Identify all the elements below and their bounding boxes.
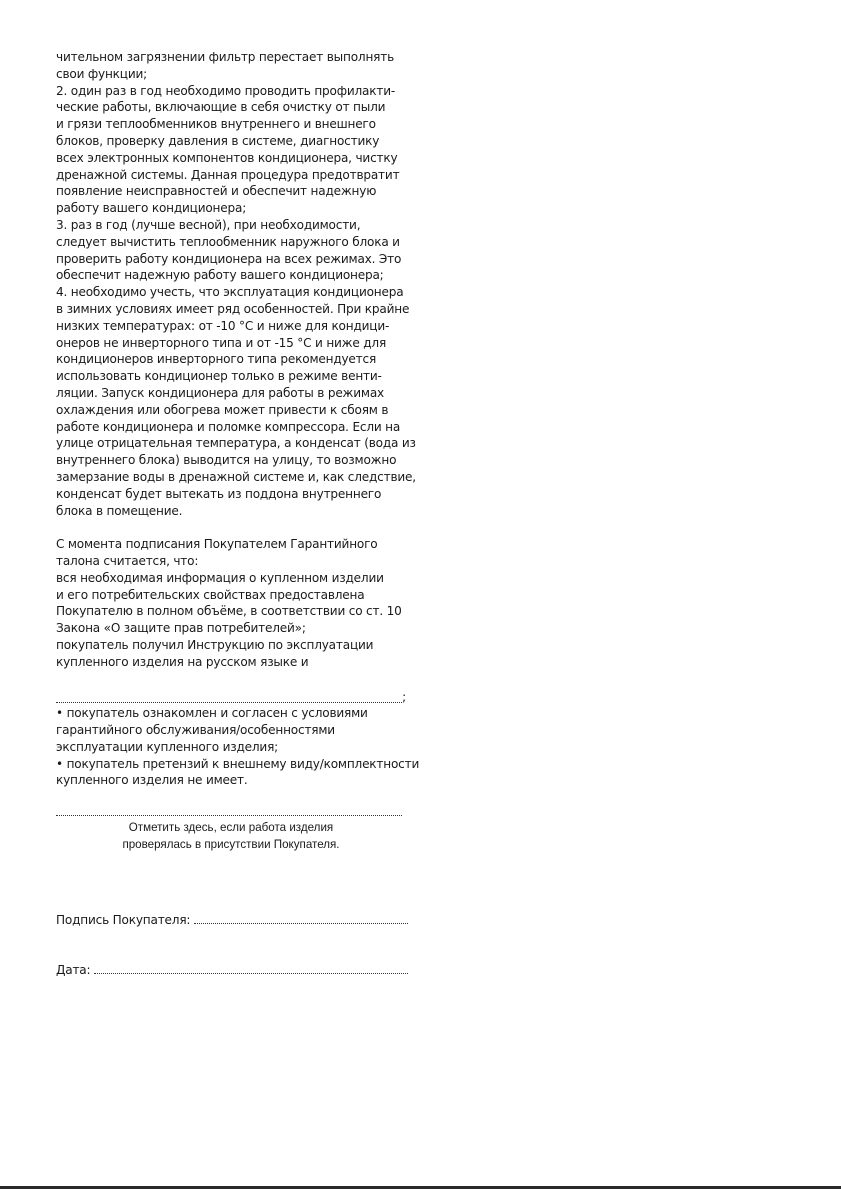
text-line: всех электронных компонентов кондиционера, чистку — [56, 150, 398, 165]
buyer-signature-field[interactable] — [56, 912, 408, 928]
text-line: низких температурах: от -10 °С и ниже для кондици- — [56, 318, 390, 333]
check-note-line: Отметить здесь, если работа изделия — [128, 821, 334, 834]
text-line: блока в помещение. — [56, 503, 183, 518]
text-line: работе кондиционера и поломке компрессора. Если на — [56, 419, 401, 434]
text-line: Закона «О защите прав потребителей»; — [56, 621, 306, 636]
text-line: покупатель получил Инструкцию по эксплуатации — [56, 637, 374, 652]
text-line: ческие работы, включающие в себя очистку от пыли — [56, 100, 386, 115]
text-line: 4. необходимо учесть, что эксплуатация кондиционера — [56, 285, 404, 300]
text-line: купленного изделия на русском языке и — [56, 654, 309, 669]
date-label: Дата: — [56, 963, 91, 977]
text-line: гарантийного обслуживания/особенностями — [56, 723, 335, 738]
text-line: в зимних условиях имеет ряд особенностей. При крайне — [56, 301, 410, 316]
text-line: Покупателю в полном объёме, в соответствии со ст. 10 — [56, 604, 402, 619]
text-line: работу вашего кондиционера; — [56, 201, 247, 216]
paragraph-spacer — [56, 519, 412, 536]
text-line: ляции. Запуск кондиционера для работы в режимах — [56, 385, 385, 400]
warranty-text-column — [56, 49, 420, 789]
acceptance-paragraph — [56, 536, 412, 670]
text-line: появление неисправностей и обеспечит надежную — [56, 184, 377, 199]
text-line: проверить работу кондиционера на всех режимах. Это — [56, 251, 402, 266]
check-mark-line[interactable] — [56, 815, 402, 816]
text-line: замерзание воды в дренажной системе и, как следствие, — [56, 469, 416, 484]
text-line: купленного изделия не имеет. — [56, 773, 248, 788]
text-line: блоков, проверку давления в системе, диагностику — [56, 133, 380, 148]
buyer-signature-label: Подпись Покупателя: — [56, 913, 191, 927]
text-line: внутреннего блока) выводится на улицу, то возможно — [56, 453, 397, 468]
text-line: улице отрицательная температура, а конденсат (вода из — [56, 436, 416, 451]
check-note-line: проверялась в присутствии Покупателя. — [122, 837, 340, 851]
check-note — [56, 820, 406, 853]
text-line: и его потребительских свойствах предоставлена — [56, 587, 365, 602]
text-line: обеспечит надежную работу вашего кондиционера; — [56, 268, 384, 283]
text-line: 3. раз в год (лучше весной), при необходимости, — [56, 217, 361, 232]
text-line: 2. один раз в год необходимо проводить профилакти- — [56, 83, 396, 98]
text-line: дренажной системы. Данная процедура предотвратит — [56, 167, 400, 182]
language-fill-line — [56, 689, 406, 703]
dotted-fill — [56, 692, 402, 703]
text-line: онеров не инверторного типа и от -15 °С и ниже для — [56, 335, 387, 350]
text-line: • покупатель ознакомлен и согласен с условиями — [56, 706, 368, 721]
dotted-line-terminator: ; — [402, 690, 406, 705]
text-line: С момента подписания Покупателем Гарантийного — [56, 537, 378, 552]
text-line: и грязи теплообменников внутреннего и внешнего — [56, 117, 376, 132]
text-line: • покупатель претензий к внешнему виду/комплектности — [56, 756, 420, 771]
text-line: охлаждения или обогрева может привести к сбоям в — [56, 402, 389, 417]
text-line: чительном загрязнении фильтр перестает выполнять — [56, 50, 395, 64]
text-line: использовать кондиционер только в режиме венти- — [56, 369, 382, 384]
paragraph-spacer — [56, 670, 412, 687]
signature-dotted-line[interactable] — [194, 912, 408, 924]
text-line: кондиционеров инверторного типа рекомендуется — [56, 352, 377, 367]
text-line: конденсат будет вытекать из поддона внутреннего — [56, 486, 382, 501]
text-line: эксплуатации купленного изделия; — [56, 739, 279, 754]
maintenance-paragraph — [56, 49, 416, 519]
date-field[interactable] — [56, 962, 408, 978]
text-line: талона считается, что: — [56, 553, 199, 568]
confirmation-paragraph — [56, 705, 420, 789]
text-line: следует вычистить теплообменник наружного блока и — [56, 234, 400, 249]
text-line: вся необходимая информация о купленном изделии — [56, 570, 384, 585]
date-dotted-line[interactable] — [94, 962, 408, 974]
text-line: свои функции; — [56, 66, 148, 81]
